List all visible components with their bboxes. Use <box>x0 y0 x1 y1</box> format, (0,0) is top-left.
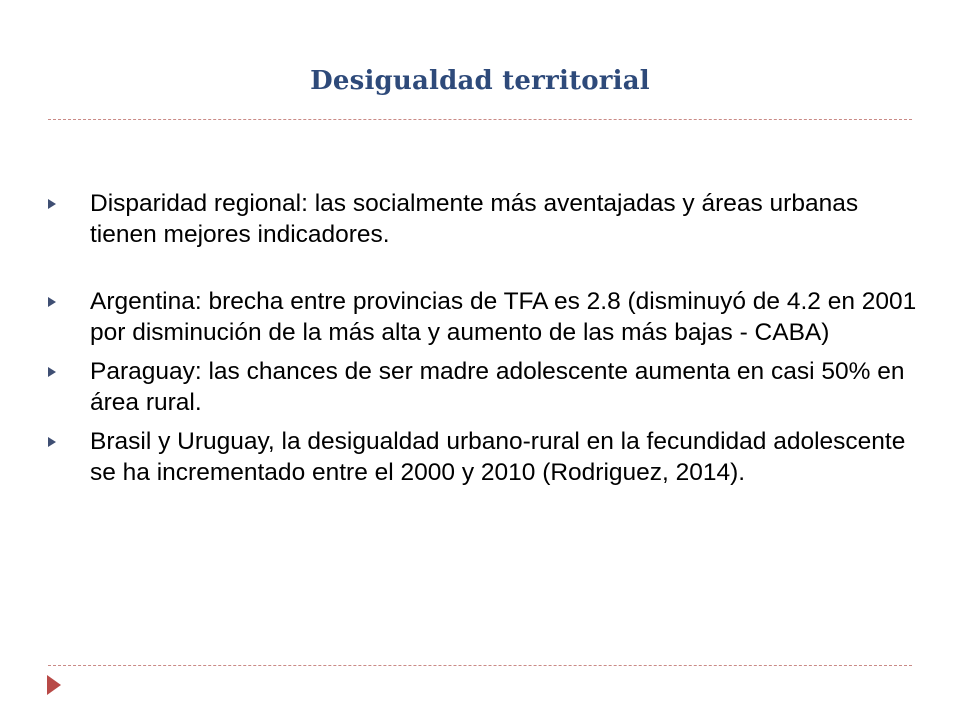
bullet-text: Paraguay: las chances de ser madre adolescente aumenta en casi 50% en área rural. <box>90 358 905 416</box>
title-divider <box>48 119 912 120</box>
triangle-bullet-icon <box>48 297 56 307</box>
bullet-item <box>48 356 918 418</box>
footer-divider <box>48 665 912 666</box>
bullet-item <box>48 286 918 348</box>
triangle-bullet-icon <box>48 199 56 209</box>
bullet-item <box>48 426 918 488</box>
bullet-text: Disparidad regional: las socialmente más aventajadas y áreas urbanas tienen mejores indicadores. <box>90 190 859 248</box>
triangle-bullet-icon <box>48 367 56 377</box>
slide-title: Desigualdad territorial <box>310 66 650 96</box>
bullet-text: Argentina: brecha entre provincias de TFA es 2.8 (disminuyó de 4.2 en 2001 por disminución de la más alta y aumento de las más bajas - CABA) <box>90 288 917 346</box>
bullet-list <box>48 188 918 488</box>
triangle-bullet-icon <box>48 437 56 447</box>
triangle-right-icon[interactable] <box>47 675 61 695</box>
bullet-item <box>48 188 918 250</box>
bullet-text: Brasil y Uruguay, la desigualdad urbano-rural en la fecundidad adolescente se ha incrementado entre el 2000 y 2010 (Rodriguez, 2014). <box>90 428 906 486</box>
